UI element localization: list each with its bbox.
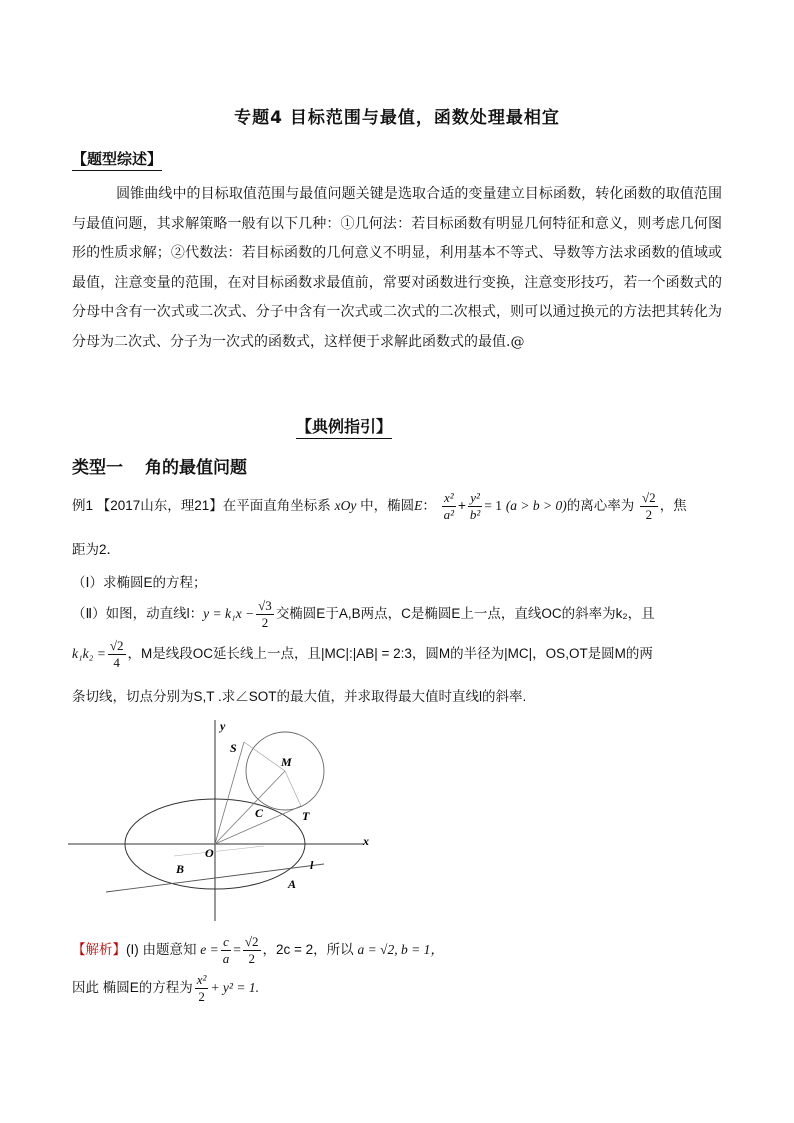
page-title: 专题4 目标范围与最值，函数处理最相宜 [234, 108, 560, 128]
frac-y2-b2: $\frac{\text{y²}}{\text{b²}}$ [469, 490, 481, 522]
label-B: B [176, 862, 185, 876]
solution-line2: 因此 椭圆E的方程为 $\frac{\text{x²}}{2}$ + y² = 1. [72, 972, 259, 1004]
frac-c-a: $\frac{c}{a}$ [222, 934, 230, 966]
frac-eccentricity: $\frac{√2}{2}$ [642, 490, 656, 522]
frac-sqrt2-2: $\frac{√2}{2}$ [244, 934, 259, 966]
label-M: M [281, 755, 292, 769]
examples-heading: 【典例指引】 [296, 414, 392, 439]
type1-heading [72, 453, 269, 478]
label-l: l [310, 858, 314, 872]
label-O: O [205, 846, 214, 860]
overview-paragraph [72, 180, 722, 357]
solution-tag: 【解析】 [72, 942, 126, 959]
example1-mid2: 的离心率为 [566, 498, 635, 514]
example1-line2: 距为2． [72, 542, 121, 557]
ellipse-name: E [414, 498, 423, 514]
example1-line1: 例1 【2017山东，理21】在平面直角坐标系 xOy 中，椭圆E： $\frac{\text{x²}}{\text{a²}}$ + $\frac{\text{y²}}{\text{b²}}$ = 1 (a > b > 0)的离心率为 $\frac{√2}{2}$ ，焦 [72, 490, 687, 522]
frac-x2-a2: $\frac{\text{x²}}{\text{a²}}$ [443, 490, 454, 522]
frac-x2-2: $\frac{\text{x²}}{2}$ [196, 972, 207, 1004]
frac-sqrt3-2: $\frac{√3}{2}$ [258, 598, 272, 630]
label-A: A [288, 877, 297, 891]
label-T: T [302, 809, 310, 823]
chord-helper [174, 846, 264, 856]
example1-mid1: 中，椭圆 [360, 498, 415, 514]
label-C: C [255, 806, 264, 820]
label-y: y [220, 719, 226, 733]
solution-line1: 【解析】(I) 由题意知 e = $\frac{c}{a}$ = $\frac{√2}{2}$ ，2c = 2，所以 a = √2, b = 1， [72, 934, 444, 966]
label-x: x [363, 834, 369, 848]
ellipse-figure [66, 716, 376, 926]
colon: ： [422, 498, 436, 514]
overview-heading: 【题型综述】 [72, 148, 162, 171]
example1-part2-line1: （Ⅱ）如图，动直线l：y = k₁x − $\frac{√3}{2}$ 交椭圆E于A,B两点，C是椭圆E上一点，直线OC的斜率为k₂，且 [72, 598, 655, 630]
example1-part2-line2: k₁k₂ = $\frac{√2}{4}$ ，M是线段OC延长线上一点，且|MC|:|AB| = 2:3，圆M的半径为|MC|，OS,OT是圆M的两 [72, 638, 653, 670]
overview-text: 圆锥曲线中的目标取值范围与最值问题关键是选取合适的变量建立目标函数，转化函数的取值范围与最值问题，其求解策略一般有以下几种：①几何法：若目标函数有明显几何特征和意义，则考虑几何图形的性质求解；②代数法：若目标函数的几何意义不明显，利用基本不等式、导数等方法求函数的值域或最值，注意变量的范围，在对目标函数求最值前，常要对函数进行变换，注意变形技巧，若一个函数式的分母中含有一次式或二次式、分子中含有一次式或二次式的二次根式，则可以通过换元的方法把其转化为分母为二次式、分子为一次式的函数式，这样便于求解此函数式的最值.@ [72, 186, 722, 350]
example1-part2-line3: 条切线，切点分别为S,T .求∠SOT的最大值，并求取得最大值时直线l的斜率. [72, 689, 527, 704]
example1-prefix: 例1 【2017山东，理21】在平面直角坐标系 [72, 498, 331, 514]
coord-system: xOy [334, 498, 357, 514]
radius-MS [244, 742, 285, 771]
example1-mid3: ，焦 [659, 498, 687, 514]
example1-part1: （Ⅰ）求椭圆E的方程； [72, 575, 207, 590]
frac-sqrt2-4: $\frac{√2}{4}$ [109, 638, 124, 670]
radius-MT [285, 771, 301, 806]
condition: (a > b > 0) [505, 498, 567, 514]
type1-title: 角的最值问题 [145, 458, 247, 478]
label-S: S [230, 741, 237, 755]
type1-label: 类型一 [72, 458, 123, 478]
